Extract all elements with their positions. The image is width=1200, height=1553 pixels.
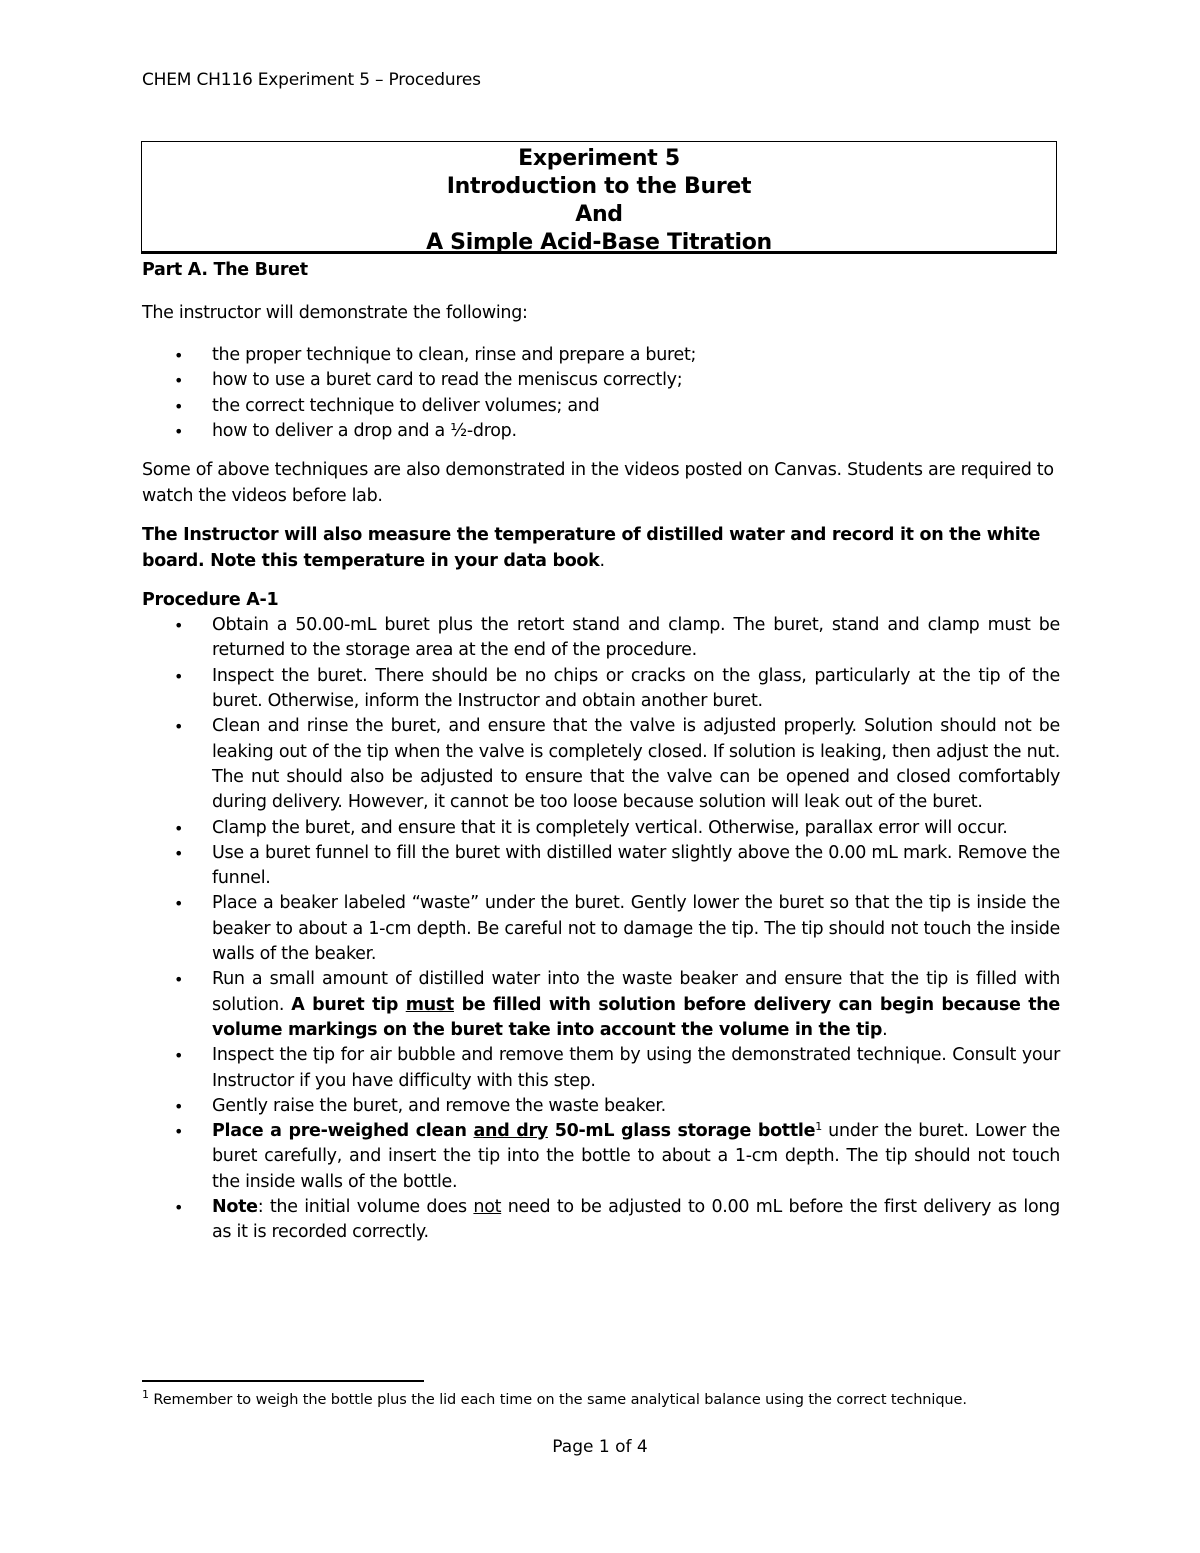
procedure-list xyxy=(142,613,1060,1245)
list-item: • Use a buret funnel to fill the buret with distilled water slightly above the 0.00 mL mark. Remove the funnel. xyxy=(174,842,1060,889)
footnote-ref: 1 xyxy=(815,1120,822,1134)
bullet-icon: • xyxy=(174,818,184,838)
list-item: • Inspect the tip for air bubble and remove them by using the demonstrated technique. Consult your Instructor if you have difficulty with this step. xyxy=(174,1045,1060,1091)
bullet-icon: • xyxy=(174,1198,184,1218)
footnote-number: 1 xyxy=(142,1388,149,1401)
list-item: • Gently raise the buret, and remove the waste beaker. xyxy=(142,1094,1060,1119)
list-item: • how to deliver a drop and a ½-drop. xyxy=(142,419,1060,444)
temperature-note: The Instructor will also measure the temperature of distilled water and record it on the white board. Note this temperature in your data book. xyxy=(142,525,1041,572)
bullet-icon: • xyxy=(174,1122,184,1142)
bullet-icon: • xyxy=(174,616,184,636)
page-body xyxy=(142,257,1060,1246)
list-item: • how to use a buret card to read the meniscus correctly; xyxy=(142,368,1060,393)
list-item: • Clamp the buret, and ensure that it is completely vertical. Otherwise, parallax error will occur. xyxy=(142,816,1060,841)
bullet-icon: • xyxy=(174,970,184,990)
bullet-icon: • xyxy=(174,717,184,737)
footnote: $^1$ Remember to weigh the bottle plus the lid each time on the same analytical balance using the correct technique. xyxy=(142,1388,967,1408)
list-item: • Note: the initial volume does not need to be adjusted to 0.00 mL before the first delivery as long as it is recorded correctly. xyxy=(174,1197,1060,1243)
demo-list xyxy=(142,343,1060,444)
demo-intro: The instructor will demonstrate the following: xyxy=(142,303,528,323)
list-item: • Clean and rinse the buret, and ensure that the valve is adjusted properly. Solution should not be leaking out of the tip when the valve is completely closed. If solution is leaking, then adjust the nut. The nut should also be adjusted to ensure that the valve can be opened and closed comfortably during delivery. However, it cannot be too loose because solution will leak out of the buret. xyxy=(174,716,1060,813)
list-item: • Obtain a 50.00-mL buret plus the retort stand and clamp. The buret, stand and clamp must be returned to the storage area at the end of the procedure. xyxy=(174,615,1060,661)
title-line-2: Introduction to the Buret xyxy=(446,174,752,199)
bullet-icon: • xyxy=(174,396,184,416)
bullet-icon: • xyxy=(174,1096,184,1116)
bullet-icon: • xyxy=(174,666,184,686)
list-item: • Inspect the buret. There should be no chips or cracks on the glass, particularly at the tip of the buret. Otherwise, inform the Instructor and obtain another buret. xyxy=(174,665,1060,712)
videos-note: Some of above techniques are also demonstrated in the videos posted on Canvas. Students are required to watch the videos before lab. xyxy=(142,460,1054,507)
list-item: • the proper technique to clean, rinse and prepare a buret; xyxy=(142,343,1060,368)
list-item: • Place a beaker labeled “waste” under the buret. Gently lower the buret so that the tip is inside the beaker to about a 1-cm depth. Be careful not to damage the tip. The tip should not touch the inside walls of the beaker. xyxy=(174,893,1060,965)
list-item: • the correct technique to deliver volumes; and xyxy=(142,394,1060,419)
title-box xyxy=(141,141,1057,254)
page-number: Page 1 of 4 xyxy=(552,1437,648,1457)
bullet-icon: • xyxy=(174,894,184,914)
running-header: CHEM CH116 Experiment 5 – Procedures xyxy=(142,70,481,90)
title-line-3: And xyxy=(575,202,623,227)
part-a-heading: Part A. The Buret xyxy=(142,260,308,280)
bullet-icon: • xyxy=(174,421,184,441)
title-line-4: A Simple Acid-Base Titration xyxy=(426,230,772,255)
bullet-icon: • xyxy=(174,1046,184,1066)
procedure-a1-heading: Procedure A-1 xyxy=(142,590,279,611)
bullet-icon: • xyxy=(174,346,184,365)
footnote-separator xyxy=(142,1380,424,1382)
list-item: • Place a pre-weighed clean and dry 50-mL glass storage bottle$^1$ under the buret. Lower the buret carefully, and insert the tip into the bottle to about a 1-cm depth. The tip should not touch the inside walls of the bottle. xyxy=(174,1120,1060,1192)
title-line-1: Experiment 5 xyxy=(518,146,680,171)
list-item: • Run a small amount of distilled water into the waste beaker and ensure that the tip is filled with solution. A buret tip must be filled with solution before delivery can begin because the volume markings on the buret take into account the volume in the tip. xyxy=(174,969,1061,1040)
bullet-icon: • xyxy=(174,843,184,863)
bullet-icon: • xyxy=(174,371,184,391)
